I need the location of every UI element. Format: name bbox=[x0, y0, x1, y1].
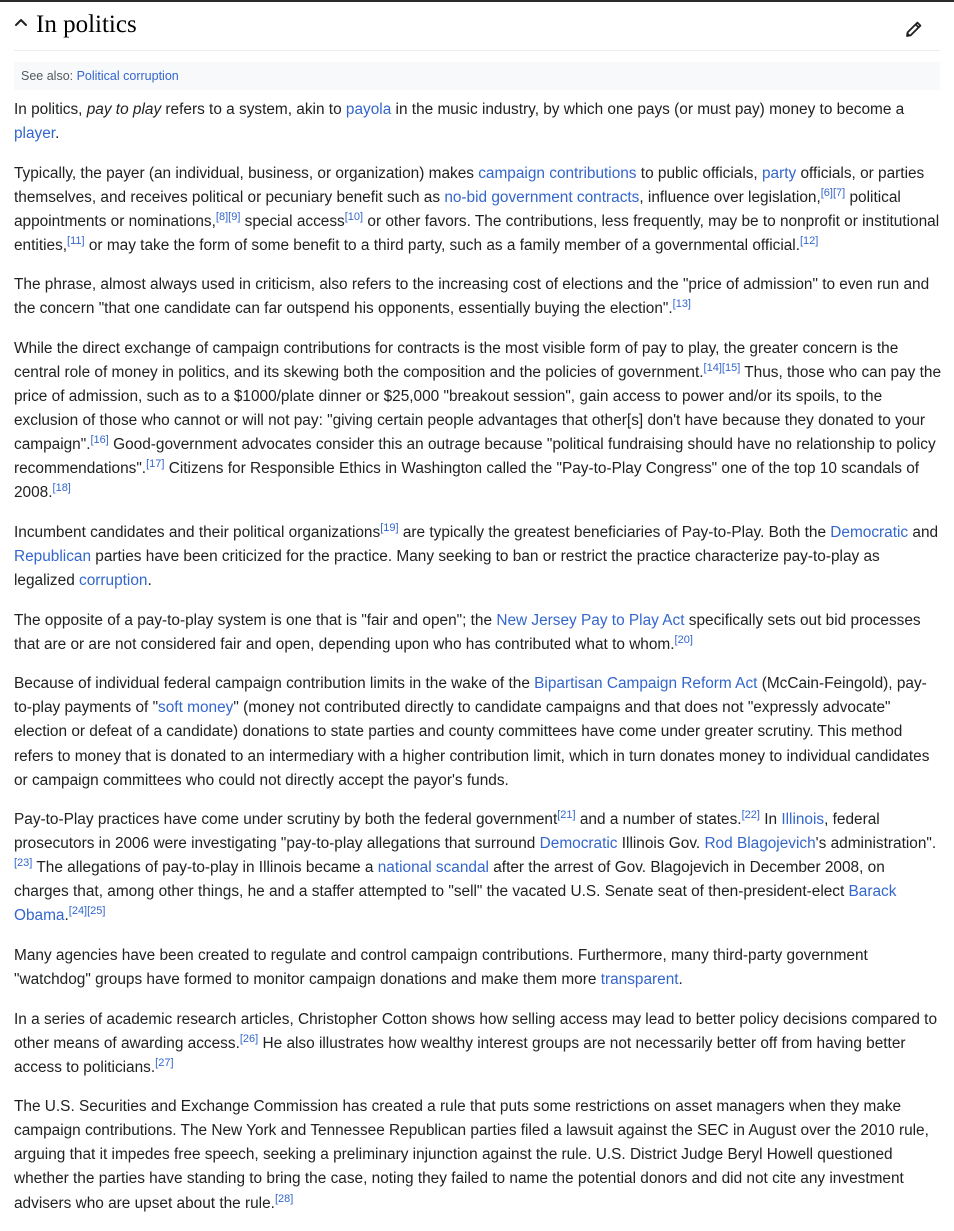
text: . bbox=[147, 572, 152, 590]
link-democratic[interactable]: Democratic bbox=[539, 835, 618, 853]
text: The U.S. Securities and Exchange Commission has created a rule that puts some restrictions on asset managers when they make campaign contributions. The New York and Tennessee Republican parties filed a lawsuit against the SEC in August over the 2010 rule, arguing that it impedes free speech, seeking a preliminary injunction against the rule. U.S. District Judge Beryl Howell questioned whether the parties have standing to bring the case, noting they failed to name the potential donors and did not cite any investment advisers who are upset about the rule. bbox=[14, 1098, 929, 1212]
link-bipartisan-campaign-reform-act[interactable]: Bipartisan Campaign Reform Act bbox=[534, 675, 758, 693]
paragraph bbox=[14, 1095, 942, 1215]
text: Citizens for Responsible Ethics in Washington called the "Pay-to-Play Congress" one of the top 10 scandals of 2008. bbox=[14, 460, 920, 502]
reference-link[interactable]: [23] bbox=[14, 857, 33, 870]
text: officials, or parties themselves, and receives political or pecuniary benefit such as bbox=[14, 164, 925, 206]
reference-link[interactable]: [18] bbox=[52, 482, 71, 495]
reference-link[interactable]: [19] bbox=[380, 521, 399, 534]
link-soft-money[interactable]: soft money bbox=[158, 699, 234, 717]
reference-link[interactable]: [16] bbox=[90, 434, 109, 447]
text: Thus, those who can pay the price of admission, such as to a $1000/plate dinner or $25,000 "breakout session", gain access to power and/or its spoils, to the exclusion of those who cannot or will not pay: "giving certain people advantages that other[s] don't have because they donated to your campaign". bbox=[14, 364, 942, 454]
text: political appointments or nominations, bbox=[14, 188, 901, 230]
text: , federal prosecutors in 2006 were investigating "pay-to-play allegations that surround bbox=[14, 811, 880, 853]
text: in the music industry, by which one pays (or must pay) money to become a bbox=[391, 101, 905, 118]
link-party[interactable]: party bbox=[762, 164, 797, 182]
reference-link[interactable]: [12] bbox=[800, 234, 819, 247]
text: In bbox=[759, 811, 782, 829]
link-illinois[interactable]: Illinois bbox=[781, 811, 825, 829]
text: Illinois Gov. bbox=[617, 835, 705, 853]
text: The opposite of a pay-to-play system is one that is "fair and open"; the bbox=[14, 611, 497, 629]
text: and bbox=[908, 523, 939, 541]
reference-link[interactable]: [21] bbox=[557, 808, 576, 821]
text: The phrase, almost always used in criticism, also refers to the increasing cost of elections and the "price of admission" to even run and the concern "that one candidate can far outspend his opponents, essentially buying the election". bbox=[14, 276, 930, 318]
text: are typically the greatest beneficiaries of Pay-to-Play. Both the bbox=[398, 523, 831, 541]
text: 's administration". bbox=[815, 835, 937, 853]
reference-link[interactable]: [26] bbox=[239, 1032, 259, 1045]
reference-link[interactable]: [14] bbox=[703, 361, 722, 374]
reference-link[interactable]: [11] bbox=[67, 234, 85, 247]
paragraph bbox=[14, 162, 942, 258]
italic-term: pay to play bbox=[86, 101, 162, 118]
text: or may take the form of some benefit to a third party, such as a family member of a governmental official. bbox=[84, 236, 800, 254]
text: Many agencies have been created to regulate and control campaign contributions. Furthermore, many third-party government "watchdog" groups have formed to monitor campaign donations and make them more bbox=[14, 946, 868, 989]
reference-link[interactable]: [28] bbox=[274, 1192, 294, 1205]
text: parties have been criticized for the practice. Many seeking to ban or restrict the practice characterize pay-to-play as legalized bbox=[14, 548, 880, 590]
paragraph bbox=[14, 609, 942, 657]
text: refers to a system, akin to bbox=[161, 101, 346, 118]
text: Pay-to-Play practices have come under scrutiny by both the federal government bbox=[14, 811, 558, 829]
link-nj-pay-to-play-act[interactable]: New Jersey Pay to Play Act bbox=[496, 611, 685, 629]
top-border bbox=[0, 0, 954, 2]
text: The allegations of pay-to-play in Illinois became a bbox=[32, 859, 378, 877]
reference-link[interactable]: [20] bbox=[674, 633, 693, 646]
hatnote-link-political-corruption[interactable]: Political corruption bbox=[76, 69, 179, 83]
link-national-scandal[interactable]: national scandal bbox=[377, 859, 489, 877]
reference-link[interactable]: [13] bbox=[672, 298, 691, 311]
reference-link[interactable]: [15] bbox=[721, 361, 741, 374]
text: after the arrest of Gov. Blagojevich in December 2008, on charges that, among other things, he and a staffer attempted to "sell" the vacated U.S. Senate seat of then-president-elect bbox=[14, 859, 885, 901]
text: , influence over legislation, bbox=[639, 188, 821, 206]
paragraph bbox=[14, 273, 942, 321]
text: Because of individual federal campaign contribution limits in the wake of the bbox=[14, 675, 535, 693]
paragraph bbox=[14, 337, 942, 506]
text: In a series of academic research articles, Christopher Cotton shows how selling access may lead to better policy decisions compared to other means of awarding access. bbox=[14, 1010, 938, 1052]
reference-link[interactable]: [10] bbox=[344, 210, 364, 223]
hatnote bbox=[14, 62, 940, 90]
chevron-up-icon[interactable] bbox=[14, 15, 28, 29]
link-corruption[interactable]: corruption bbox=[79, 572, 148, 590]
reference-link[interactable]: [22] bbox=[741, 808, 760, 821]
hatnote-prefix: See also: bbox=[21, 69, 77, 83]
pencil-icon[interactable] bbox=[904, 19, 924, 39]
section-title: In politics bbox=[36, 11, 137, 38]
text: specifically sets out bid processes that are or are not considered fair and open, depending upon who has contributed what to whom. bbox=[14, 611, 921, 653]
link-republican[interactable]: Republican bbox=[14, 548, 92, 566]
reference-link[interactable]: [8] bbox=[215, 210, 229, 223]
paragraph bbox=[14, 944, 942, 992]
text: (McCain-Feingold), pay-to-play payments of " bbox=[14, 675, 927, 717]
link-transparent[interactable]: transparent bbox=[600, 971, 679, 989]
link-barack-obama[interactable]: Barack Obama bbox=[14, 883, 897, 925]
link-democratic[interactable]: Democratic bbox=[830, 523, 909, 541]
reference-link[interactable]: [25] bbox=[87, 905, 106, 918]
article-content bbox=[14, 98, 942, 1231]
paragraph bbox=[14, 672, 942, 792]
text: . bbox=[55, 125, 60, 143]
reference-link[interactable]: [6] bbox=[820, 186, 833, 199]
text: special access bbox=[240, 212, 345, 230]
reference-link[interactable]: [27] bbox=[155, 1056, 174, 1069]
text: or other favors. The contributions, less frequently, may be to nonprofit or institutional entities, bbox=[14, 212, 940, 254]
text: and a number of states. bbox=[575, 811, 742, 829]
text: to public officials, bbox=[636, 164, 762, 182]
text: Incumbent candidates and their political organizations bbox=[14, 523, 381, 541]
reference-link[interactable]: [7] bbox=[832, 186, 846, 199]
reference-link[interactable]: [17] bbox=[146, 458, 165, 471]
link-player[interactable]: player bbox=[14, 125, 56, 143]
text: Typically, the payer (an individual, business, or organization) makes bbox=[14, 164, 479, 182]
reference-link[interactable]: [9] bbox=[228, 210, 241, 223]
text: . bbox=[678, 971, 683, 989]
text: . bbox=[64, 907, 69, 925]
paragraph bbox=[14, 1008, 942, 1080]
text: He also illustrates how wealthy interest groups are not necessarily better off from having better access to politicians. bbox=[14, 1034, 906, 1076]
reference-link[interactable]: [24] bbox=[68, 905, 88, 918]
link-no-bid-contracts[interactable]: no-bid government contracts bbox=[444, 188, 640, 206]
paragraph bbox=[14, 808, 942, 928]
text: In politics, bbox=[14, 101, 87, 118]
link-rod-blagojevich[interactable]: Rod Blagojevich bbox=[704, 835, 816, 853]
link-campaign-contributions[interactable]: campaign contributions bbox=[478, 164, 637, 182]
text: " (money not contributed directly to candidate campaigns and that does not "expressly advocate" election or defeat of a candidate) donations to state parties and county committees have come under greater scrutiny. This method refers to money that is donated to an intermediary with a higher contribution limit, which in turn donates money to individual candidates or campaign committees who could not directly accept the payor's funds. bbox=[14, 699, 930, 789]
paragraph bbox=[14, 98, 942, 146]
link-payola[interactable]: payola bbox=[345, 101, 392, 118]
text: Good-government advocates consider this an outrage because "political fundraising should have no relationship to policy recommendations". bbox=[14, 436, 936, 478]
paragraph bbox=[14, 521, 942, 593]
text: While the direct exchange of campaign contributions for contracts is the most visible form of pay to play, the greater concern is the central role of money in politics, and its skewing both the composition and the policies of government. bbox=[14, 339, 899, 382]
section-header[interactable] bbox=[14, 6, 940, 51]
